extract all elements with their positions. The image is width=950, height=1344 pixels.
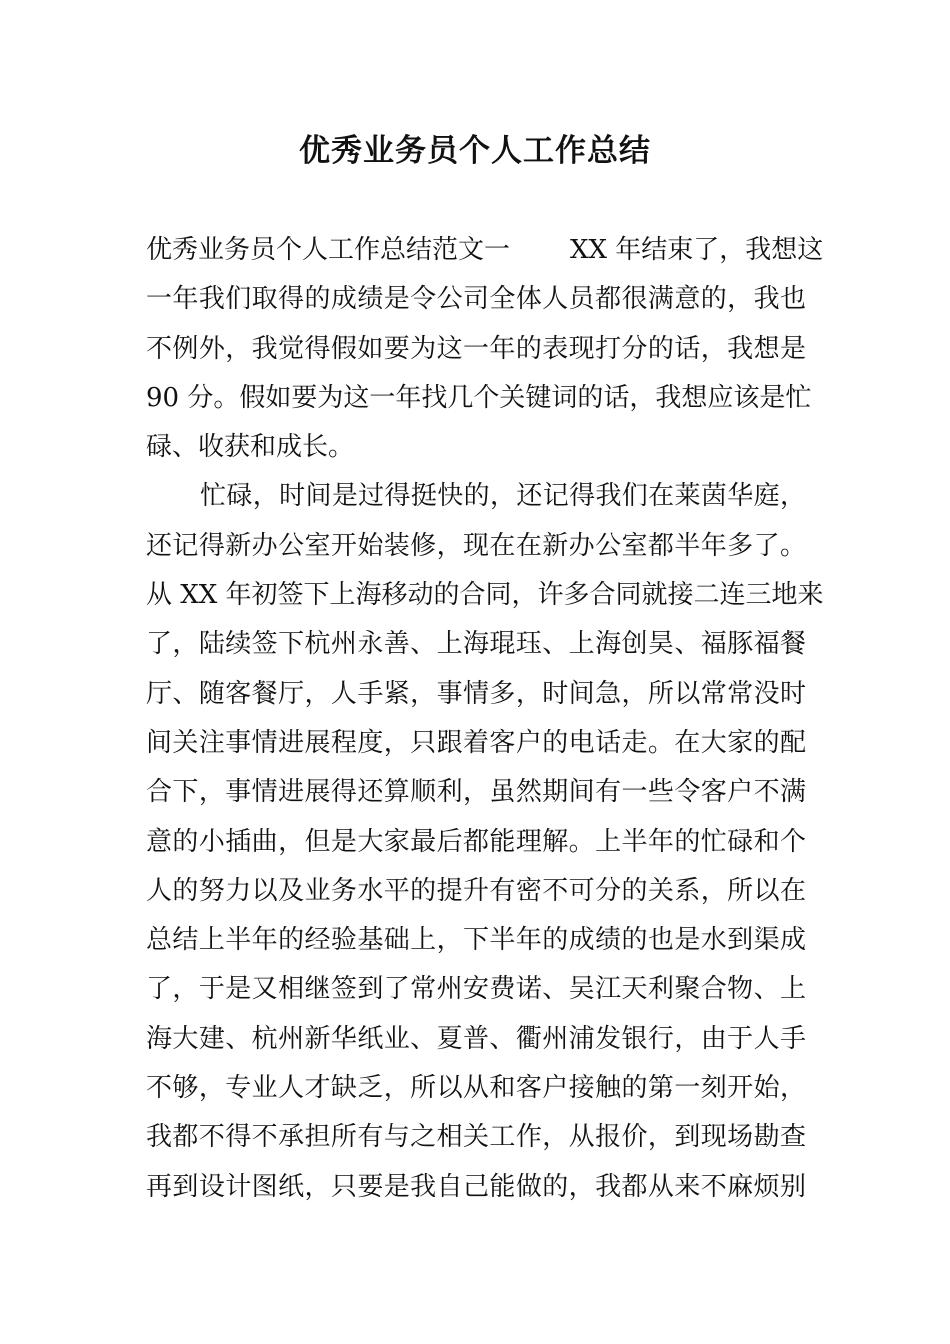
text-line: 厅、随客餐厅，人手紧，事情多，时间急，所以常常没时 bbox=[146, 678, 806, 709]
text-line: 90 分。假如要为这一年找几个关键词的话，我想应该是忙 bbox=[146, 382, 812, 413]
text-segment: 优秀业务员个人工作总结范文一 bbox=[146, 235, 511, 265]
text-line: 还记得新办公室开始装修，现在在新办公室都半年多了。 bbox=[146, 530, 806, 561]
text-line bbox=[146, 226, 824, 275]
text-line: 海大建、杭州新华纸业、夏普、衢州浦发银行，由于人手 bbox=[146, 1023, 806, 1054]
text-line: 了，于是又相继签到了常州安费诺、吴江天利聚合物、上 bbox=[146, 974, 806, 1005]
text-line: 意的小插曲，但是大家最后都能理解。上半年的忙碌和个 bbox=[146, 826, 806, 857]
text-line: 间关注事情进展程度，只跟着客户的电话走。在大家的配 bbox=[146, 727, 806, 758]
text-line: 总结上半年的经验基础上，下半年的成绩的也是水到渠成 bbox=[146, 925, 806, 956]
text-segment: XX 年结束了，我想这 bbox=[570, 235, 824, 265]
text-line: 不例外，我觉得假如要为这一年的表现打分的话，我想是 bbox=[146, 333, 806, 364]
document-body bbox=[146, 226, 824, 1212]
text-line: 忙碌，时间是过得挺快的，还记得我们在莱茵华庭， bbox=[200, 481, 806, 512]
text-line: 了，陆续签下杭州永善、上海琨珏、上海创昊、福豚福餐 bbox=[146, 629, 806, 660]
text-line: 一年我们取得的成绩是令公司全体人员都很满意的，我也 bbox=[146, 284, 806, 315]
document-title: 优秀业务员个人工作总结 bbox=[299, 133, 651, 169]
text-line: 从 XX 年初签下上海移动的合同，许多合同就接二连三地来 bbox=[146, 580, 824, 611]
text-line: 我都不得不承担所有与之相关工作，从报价，到现场勘查 bbox=[146, 1122, 806, 1153]
text-line: 碌、收获和成长。 bbox=[146, 432, 355, 463]
text-line: 合下，事情进展得还算顺利，虽然期间有一些令客户不满 bbox=[146, 777, 806, 808]
text-line: 不够，专业人才缺乏，所以从和客户接触的第一刻开始， bbox=[146, 1073, 806, 1104]
text-line: 再到设计图纸，只要是我自己能做的，我都从来不麻烦别 bbox=[146, 1171, 806, 1202]
text-line: 人的努力以及业务水平的提升有密不可分的关系，所以在 bbox=[146, 875, 806, 906]
